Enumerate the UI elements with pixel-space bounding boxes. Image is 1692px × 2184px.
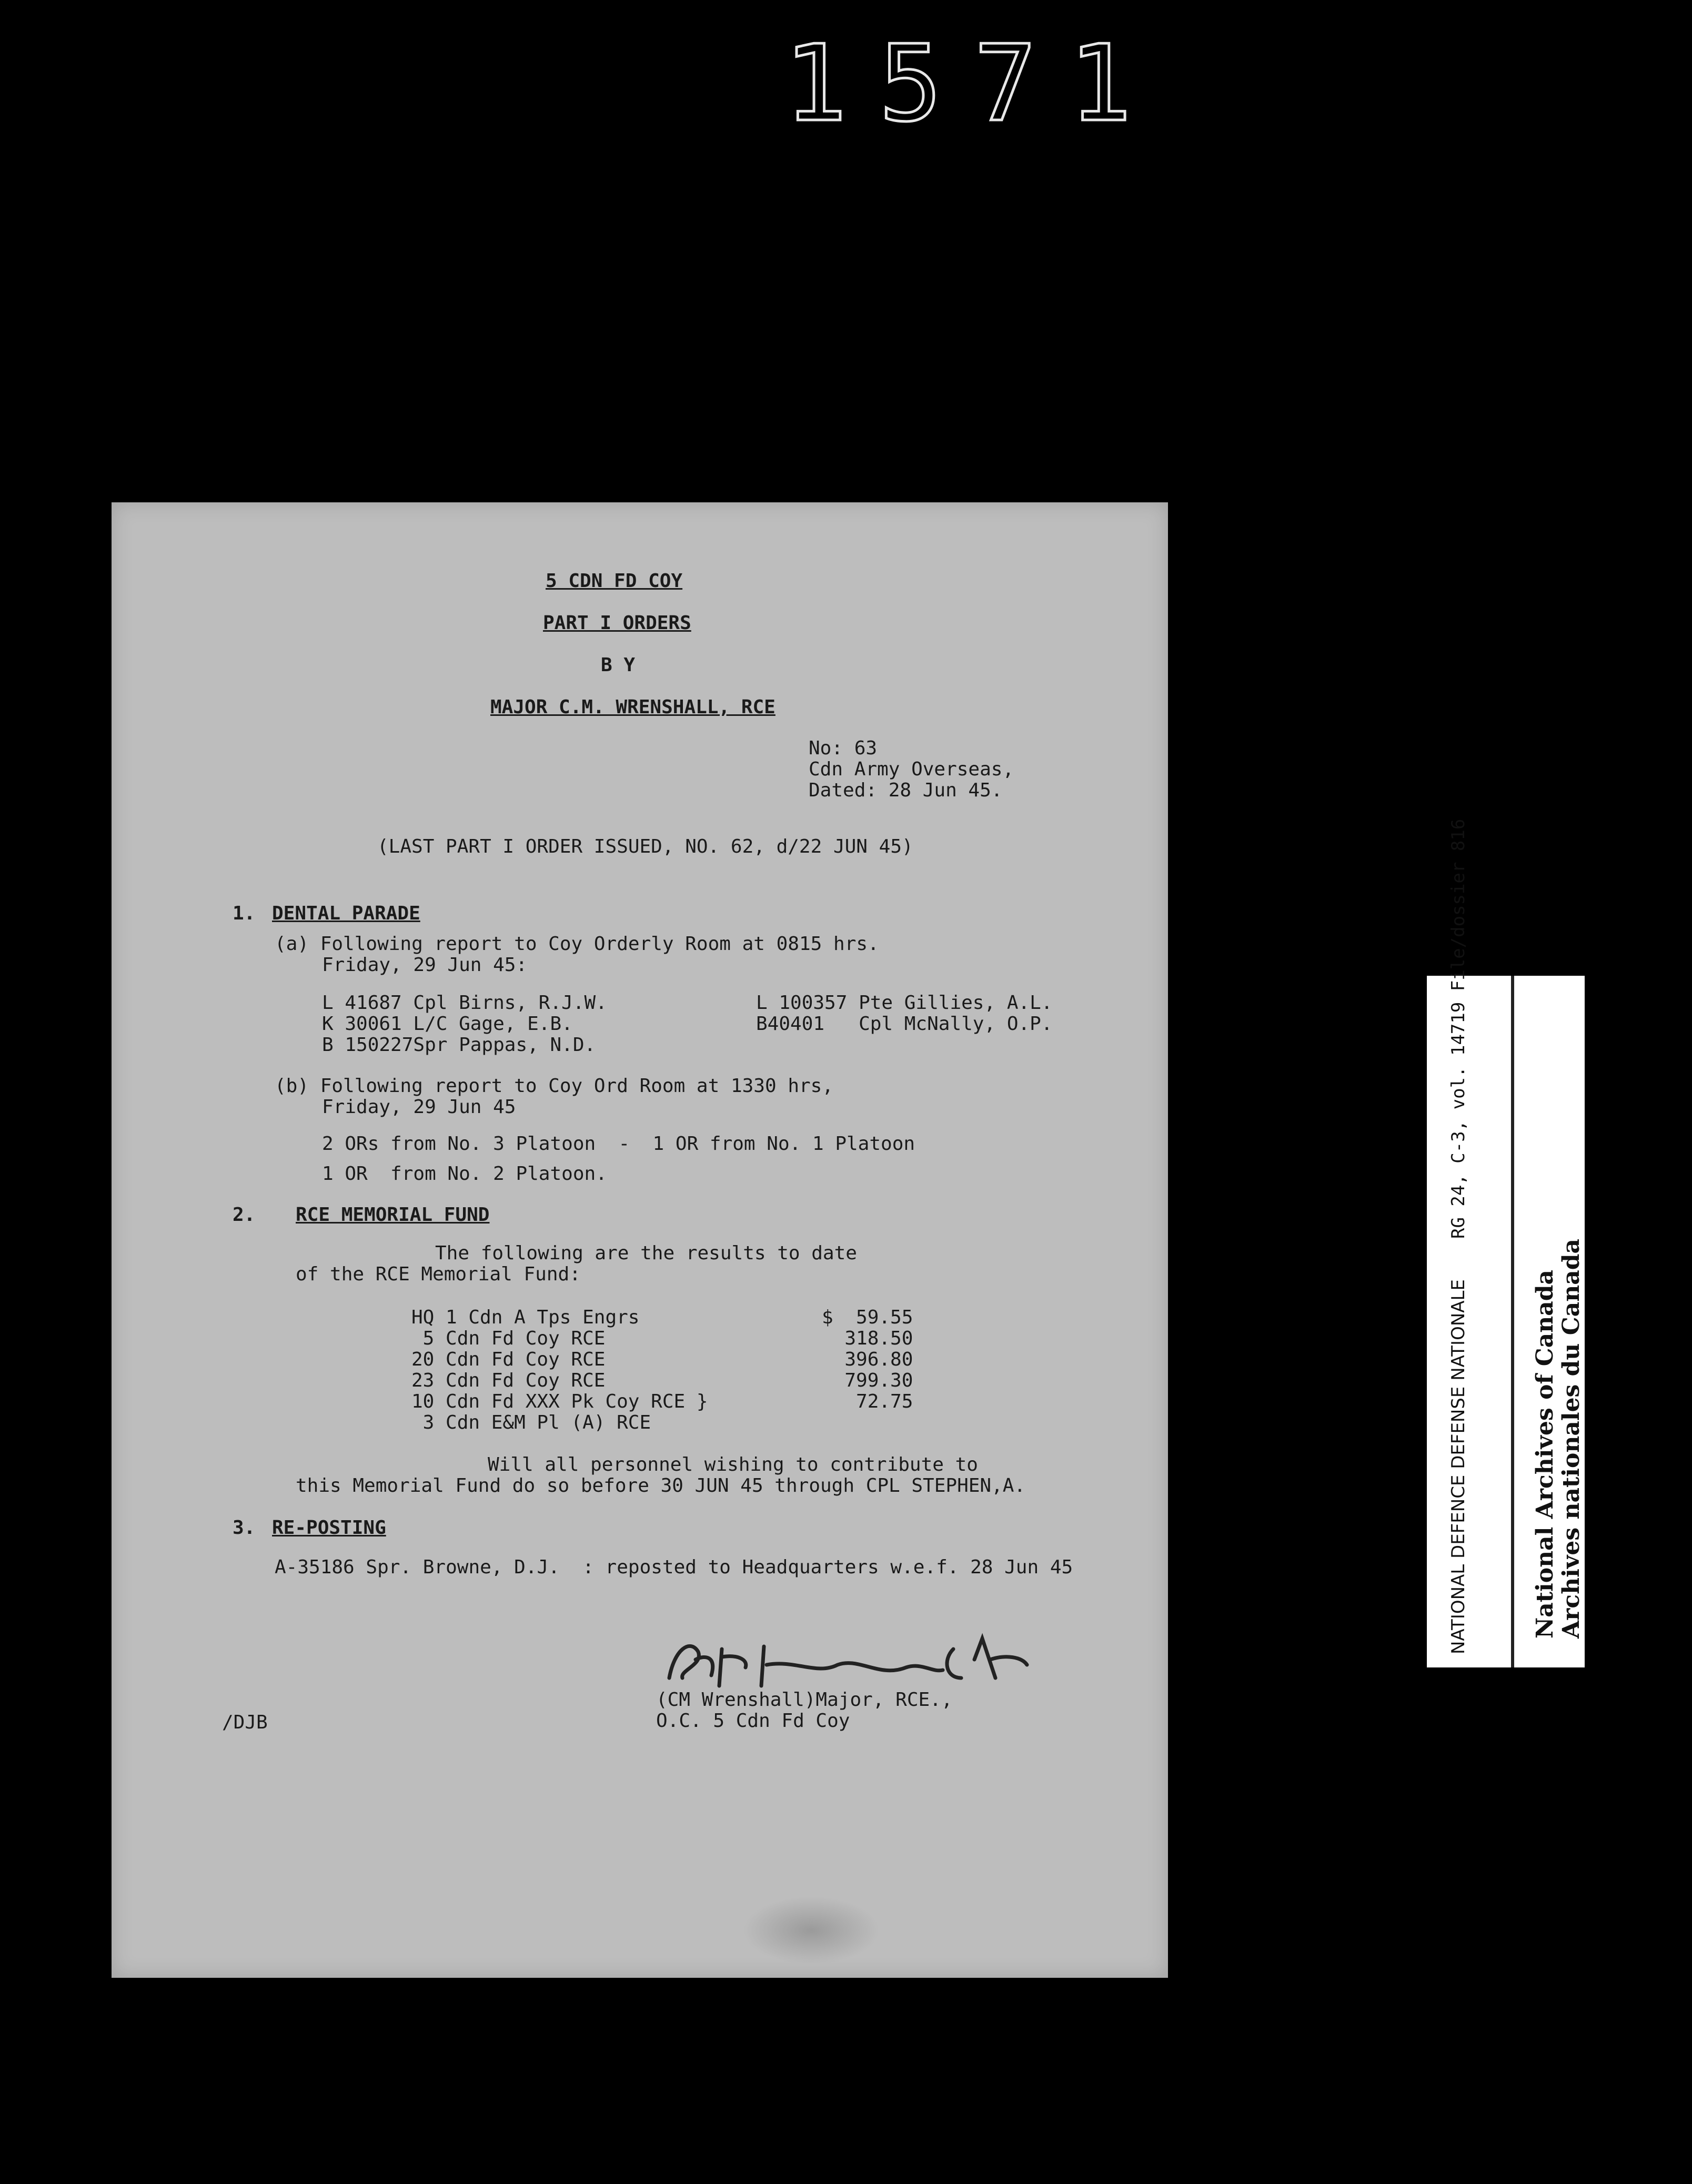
signature-line-1: (CM Wrenshall)Major, RCE., <box>656 1689 953 1711</box>
personnel-right-2: B40401 Cpl McNally, O.P. <box>756 1013 1053 1035</box>
order-location: Cdn Army Overseas, <box>809 759 1014 780</box>
archive-reference: RG 24, C-3, vol. 14719 File/dossier 816 <box>1448 818 1469 1239</box>
fund-row-unit: 10 Cdn Fd XXX Pk Coy RCE } <box>411 1391 708 1412</box>
section-1b-line-3: 2 ORs from No. 3 Platoon - 1 OR from No. 1 Platoon <box>322 1133 915 1155</box>
archive-name <box>1532 1239 1585 1639</box>
document-body <box>112 502 1168 1978</box>
by-heading: B Y <box>601 654 636 676</box>
fund-row-amount: 799.30 <box>822 1370 913 1391</box>
paper-stain <box>743 1896 880 1965</box>
signature-line-2: O.C. 5 Cdn Fd Coy <box>656 1710 850 1732</box>
frame-number: 1571 <box>784 23 1164 145</box>
archive-label <box>1427 818 1585 1667</box>
fund-row-unit: 23 Cdn Fd Coy RCE <box>411 1370 606 1391</box>
fund-row-amount: 72.75 <box>822 1391 913 1412</box>
archive-name-en: National Archives of Canada <box>1532 1269 1558 1639</box>
section-1a-line-2: Friday, 29 Jun 45: <box>322 954 528 976</box>
fund-row-amount: $ 59.55 <box>822 1307 913 1328</box>
personnel-left-3: B 150227Spr Pappas, N.D. <box>322 1034 596 1056</box>
last-order-note: (LAST PART I ORDER ISSUED, NO. 62, d/22 JUN 45) <box>377 836 913 857</box>
fund-row-amount: 318.50 <box>822 1328 913 1349</box>
fund-row-unit: HQ 1 Cdn A Tps Engrs <box>411 1307 640 1328</box>
section-1-title: DENTAL PARADE <box>272 903 420 924</box>
section-2-line-4: this Memorial Fund do so before 30 JUN 45 through CPL STEPHEN,A. <box>296 1475 1026 1497</box>
order-number: No: 63 <box>809 737 878 759</box>
order-date: Dated: 28 Jun 45. <box>809 780 1003 801</box>
section-1b-line-4: 1 OR from No. 2 Platoon. <box>322 1163 607 1185</box>
part-heading: PART I ORDERS <box>543 612 691 634</box>
section-2-title: RCE MEMORIAL FUND <box>296 1204 490 1226</box>
archive-department: NATIONAL DEFENCE DEFENSE NATIONALE <box>1448 1279 1469 1654</box>
section-1b-line-2: Friday, 29 Jun 45 <box>322 1096 516 1118</box>
document-page <box>112 502 1168 1978</box>
commander-heading: MAJOR C.M. WRENSHALL, RCE <box>490 696 776 718</box>
personnel-right-1: L 100357 Pte Gillies, A.L. <box>756 992 1053 1014</box>
section-3-number: 3. <box>233 1517 256 1539</box>
section-3-line-1: A-35186 Spr. Browne, D.J. : reposted to Headquarters w.e.f. 28 Jun 45 <box>275 1556 1073 1578</box>
fund-row-unit: 3 Cdn E&M Pl (A) RCE <box>411 1412 651 1433</box>
section-2-line-3: Will all personnel wishing to contribute to <box>488 1454 978 1475</box>
section-1b-line-1: (b) Following report to Coy Ord Room at 1330 hrs, <box>275 1075 834 1097</box>
section-1-number: 1. <box>233 903 256 924</box>
typist-initials: /DJB <box>222 1712 268 1733</box>
fund-row-amount: 396.80 <box>822 1349 913 1370</box>
section-2-line-2: of the RCE Memorial Fund: <box>296 1263 581 1285</box>
fund-row-unit: 20 Cdn Fd Coy RCE <box>411 1349 606 1370</box>
archive-label-reference-strip <box>1427 818 1514 1667</box>
fund-row-unit: 5 Cdn Fd Coy RCE <box>411 1328 606 1349</box>
unit-heading: 5 CDN FD COY <box>546 570 683 592</box>
handwritten-signature <box>659 1628 1038 1691</box>
section-3-title: RE-POSTING <box>272 1517 386 1539</box>
personnel-left-1: L 41687 Cpl Birns, R.J.W. <box>322 992 607 1014</box>
archive-name-fr: Archives nationales du Canada <box>1558 1238 1585 1639</box>
section-2-number: 2. <box>233 1204 256 1226</box>
personnel-left-2: K 30061 L/C Gage, E.B. <box>322 1013 573 1035</box>
section-1a-line-1: (a) Following report to Coy Orderly Room at 0815 hrs. <box>275 933 879 955</box>
section-2-line-1: The following are the results to date <box>435 1242 857 1264</box>
